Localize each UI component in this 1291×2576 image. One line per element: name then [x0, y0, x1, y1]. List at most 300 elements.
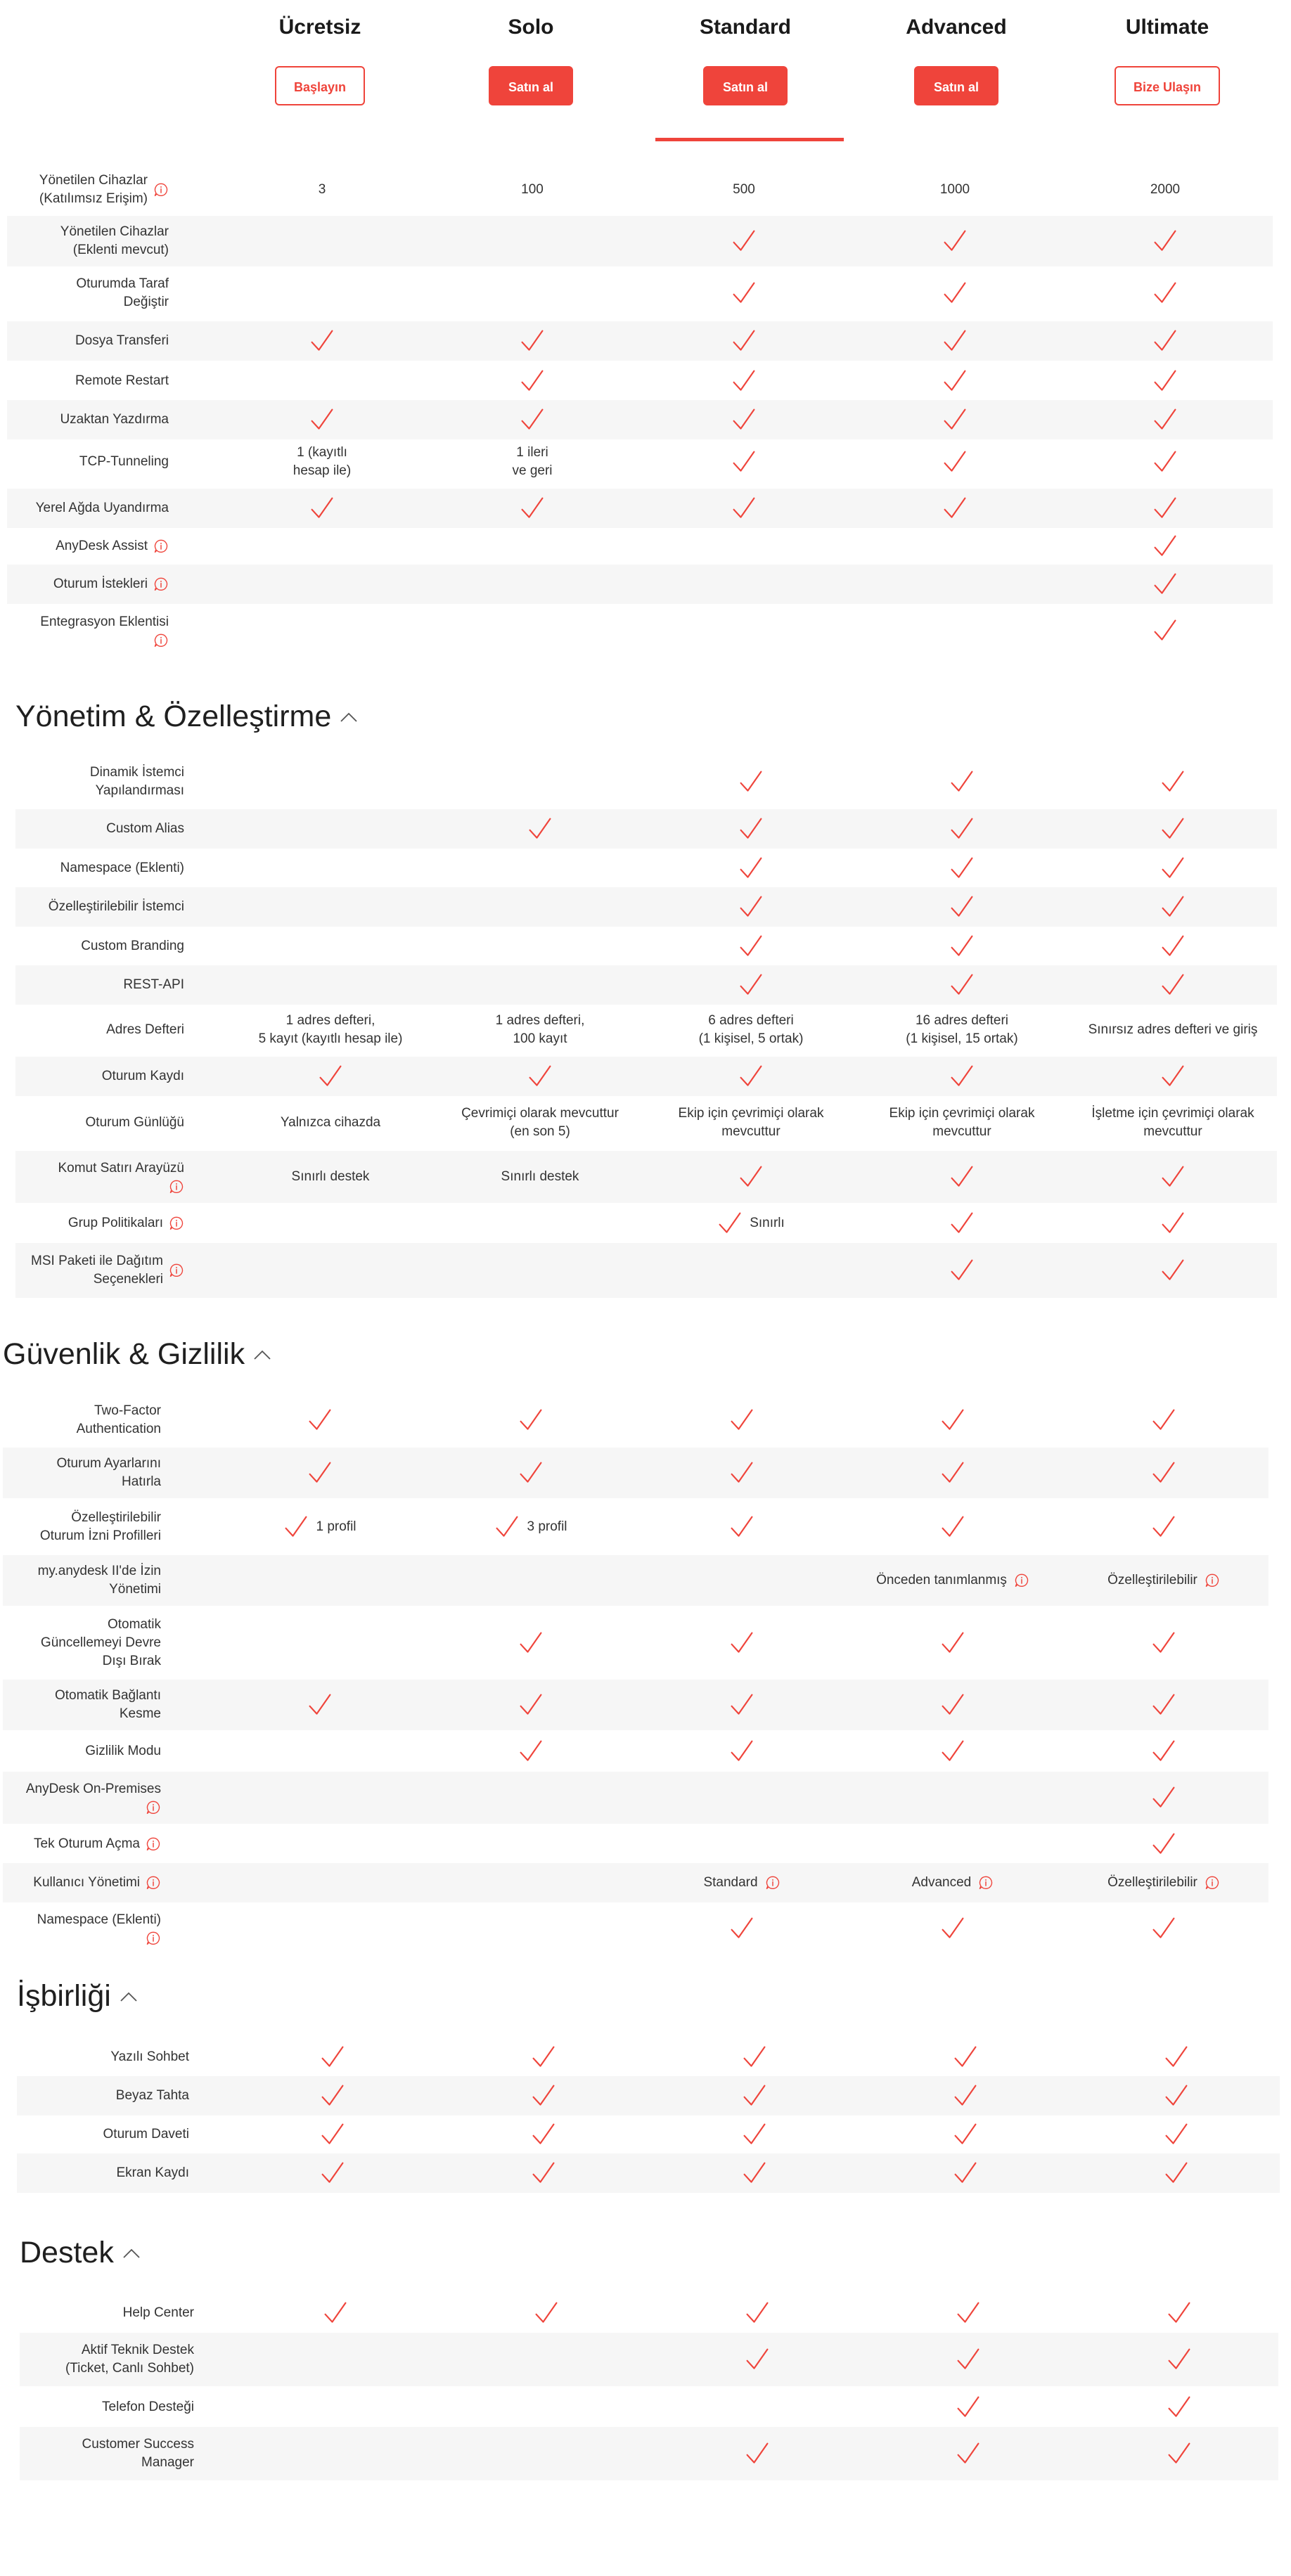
plan-cell: [856, 757, 1067, 806]
check-icon: [956, 2347, 981, 2372]
check-icon: [1167, 2347, 1192, 2372]
feature-label: [7, 268, 169, 318]
cell-text-line: Ekip için çevrimiçi olarak: [889, 1106, 1035, 1121]
feature-label: [15, 927, 184, 966]
feature-label: [7, 565, 169, 604]
check-icon: [729, 1916, 754, 1941]
check-icon: [949, 1064, 975, 1089]
check-icon: [745, 2441, 770, 2466]
info-bubble-icon[interactable]: [765, 1875, 781, 1891]
info-bubble-icon[interactable]: [153, 633, 169, 648]
feature-label-line: Komut Satırı Arayüzü: [58, 1161, 184, 1176]
feature-label-line: Hatırla: [122, 1474, 161, 1489]
chevron-up-icon[interactable]: [252, 1344, 273, 1365]
plan-cell: [646, 809, 856, 849]
feature-label: [20, 2293, 194, 2333]
plan-cell: [860, 2153, 1071, 2193]
plan-cell: [849, 361, 1060, 401]
plan-cell: [214, 1732, 425, 1771]
feature-label: [15, 849, 184, 888]
plan-cell: [847, 1772, 1058, 1824]
check-icon: [1167, 2441, 1192, 2466]
plan-cell: [1067, 927, 1278, 966]
feature-row: [3, 1863, 1268, 1902]
feature-label-text: [60, 859, 184, 877]
check-icon: [494, 1514, 520, 1540]
check-icon: [729, 1408, 754, 1433]
check-icon: [309, 407, 335, 432]
cell-text: [906, 1012, 1017, 1048]
plan-button[interactable]: Satın al: [489, 66, 573, 105]
plan-cell: [847, 1555, 1058, 1606]
check-icon: [531, 2160, 556, 2186]
feature-label-line: Authentication: [76, 1422, 161, 1436]
feature-label: [3, 1732, 161, 1771]
plan-cell: [1058, 1395, 1269, 1445]
feature-label-text: [90, 764, 184, 800]
feature-label: [7, 216, 169, 266]
feature-label-line: Yerel Ağda Uyandırma: [35, 501, 169, 515]
plan-cell: [636, 1680, 847, 1730]
check-icon: [738, 856, 764, 881]
info-bubble-icon[interactable]: [146, 1800, 161, 1815]
plan-cell: [1058, 1555, 1269, 1606]
plan-button[interactable]: Bize Ulaşın: [1115, 66, 1220, 105]
feature-row: [15, 1005, 1277, 1055]
feature-row: [15, 1057, 1277, 1096]
plan-cell: [435, 849, 646, 888]
check-icon: [520, 496, 545, 521]
feature-row: [15, 809, 1277, 849]
plan-cell: [856, 1204, 1067, 1243]
plan-cell: [638, 400, 849, 439]
plan-cell: [638, 216, 849, 266]
check-icon: [956, 2395, 981, 2420]
check-icon: [731, 328, 757, 354]
feature-row: [17, 2076, 1280, 2115]
plan-name: Standard: [699, 15, 792, 39]
plan-cell: [646, 1097, 856, 1149]
plan-cell: [1058, 1609, 1269, 1677]
plan-cell: [441, 2388, 652, 2427]
feature-label-text: [79, 453, 169, 471]
plan-cell: [849, 604, 1060, 657]
section-title[interactable]: [17, 1979, 139, 2014]
check-icon: [1160, 1258, 1186, 1283]
plan-cell: [1058, 1824, 1269, 1864]
plan-cell: [435, 1057, 646, 1096]
check-icon: [518, 1630, 544, 1656]
cell-text: Sınırlı: [750, 1216, 785, 1230]
plan-cell: [1067, 849, 1278, 888]
feature-label-text: [56, 537, 148, 555]
plan-cell: [1060, 489, 1271, 528]
feature-label-line: Oturum İzni Profilleri: [39, 1528, 161, 1543]
plan-cell: [427, 216, 638, 266]
feature-label-line: Oturum Kaydı: [101, 1069, 184, 1083]
feature-label-text: [82, 2435, 194, 2472]
plan-cell: [847, 1448, 1058, 1498]
plan-cell: [649, 2115, 860, 2154]
plan-cell: [435, 887, 646, 927]
plan-cell: [1060, 565, 1271, 604]
feature-label-line: Güncellemeyi Devre: [40, 1635, 161, 1650]
info-bubble-icon[interactable]: [169, 1263, 184, 1278]
plan-cell: [652, 2293, 863, 2333]
cell-text: [521, 181, 544, 199]
check-icon: [942, 449, 968, 475]
cell-text: Özelleştirilebilir: [1107, 1875, 1197, 1890]
plan-cell: [856, 1151, 1067, 1203]
feature-label-text: [36, 499, 169, 517]
check-icon: [738, 816, 764, 842]
chevron-up-icon[interactable]: [121, 2243, 142, 2264]
plan-cell: [646, 965, 856, 1005]
feature-label-text: [85, 1742, 161, 1760]
feature-row: [7, 400, 1273, 439]
feature-label: [15, 757, 184, 806]
feature-row: [7, 268, 1273, 318]
feature-label-line: Entegrasyon Eklentisi: [40, 614, 169, 629]
plan-cell: [638, 527, 849, 566]
info-bubble-icon[interactable]: [978, 1875, 994, 1891]
feature-label-line: Yönetilen Cihazlar: [60, 224, 169, 239]
plan-cell: [636, 1902, 847, 1954]
feature-row: [7, 565, 1273, 604]
info-bubble-icon[interactable]: [146, 1931, 161, 1946]
plan-cell: [1060, 321, 1271, 361]
feature-row: [15, 849, 1277, 888]
feature-label: [7, 361, 169, 401]
plan-cell: [636, 1863, 847, 1902]
plan-cell: [1067, 1057, 1278, 1096]
plan-cell: [1060, 268, 1271, 318]
feature-label: [7, 527, 169, 566]
plan-cell: [863, 2388, 1074, 2427]
plan-cell: [214, 1902, 425, 1954]
feature-label-text: [123, 2304, 194, 2322]
feature-label-line: Seçenekleri: [93, 1272, 163, 1287]
check-icon: [949, 816, 975, 842]
cell-text: [501, 1168, 579, 1186]
info-bubble-icon[interactable]: [146, 1836, 161, 1852]
check-icon: [1151, 1916, 1176, 1941]
plan-cell: [863, 2333, 1074, 2386]
feature-label-text: [26, 1780, 161, 1798]
feature-row: [3, 1680, 1268, 1730]
check-icon: [940, 1739, 965, 1764]
check-icon: [283, 1514, 309, 1540]
plan-cell: [646, 887, 856, 927]
plan-cell: [435, 1005, 646, 1055]
plan-cell: [427, 400, 638, 439]
plan-cell: [849, 216, 1060, 266]
feature-label-text: [55, 1687, 161, 1723]
feature-label-text: [65, 2341, 194, 2378]
check-icon: [534, 2300, 559, 2326]
feature-label-line: Oturum İstekleri: [53, 577, 148, 591]
check-icon: [742, 2083, 767, 2108]
feature-row: [7, 437, 1273, 487]
plan-cell: [1067, 887, 1278, 927]
plan-cell: [652, 2388, 863, 2427]
feature-row: [3, 1732, 1268, 1771]
feature-label-line: Yönetilen Cihazlar: [39, 173, 148, 188]
plan-cell: [217, 489, 428, 528]
feature-row: [3, 1448, 1268, 1498]
feature-row: [7, 216, 1273, 266]
chevron-up-icon[interactable]: [338, 707, 359, 728]
feature-label-text: [58, 1159, 184, 1178]
feature-label: [15, 965, 184, 1005]
info-bubble-icon[interactable]: [1014, 1573, 1029, 1588]
feature-label-line: (Katılımsız Erişim): [39, 191, 148, 206]
feature-label: [15, 1204, 184, 1243]
plan-cell: [441, 2293, 652, 2333]
plan-cell: [1071, 2076, 1282, 2115]
info-bubble-icon[interactable]: [1205, 1573, 1220, 1588]
plan-cell: [863, 2293, 1074, 2333]
plan-name: Ücretsiz: [278, 15, 361, 39]
check-icon: [738, 769, 764, 794]
plan-cell: [847, 1395, 1058, 1445]
plan-cell: [1060, 527, 1271, 566]
plan-cell: [636, 1824, 847, 1864]
check-icon: [1152, 368, 1178, 394]
cell-text-line: mevcuttur: [721, 1124, 781, 1139]
plan-button[interactable]: Satın al: [703, 66, 788, 105]
plan-cell: [1067, 965, 1278, 1005]
feature-row: [7, 165, 1273, 214]
plan-cell: [860, 2037, 1071, 2077]
plan-cell: [227, 2115, 438, 2154]
plan-cell: [227, 2153, 438, 2193]
check-icon: [1160, 1064, 1186, 1089]
feature-label-line: Adres Defteri: [106, 1022, 184, 1037]
plan-cell: [636, 1395, 847, 1445]
feature-label-text: [49, 898, 184, 916]
check-icon: [942, 368, 968, 394]
cell-text: [293, 444, 351, 480]
feature-row: [15, 1204, 1277, 1243]
feature-label: [3, 1395, 161, 1445]
section-title[interactable]: [20, 2236, 142, 2270]
feature-label: [20, 2427, 194, 2480]
plan-cell: [217, 400, 428, 439]
check-icon: [731, 281, 757, 306]
plan-cell: [847, 1863, 1058, 1902]
check-icon: [527, 816, 553, 842]
cell-text-line: 100: [521, 182, 544, 197]
feature-label-line: Manager: [141, 2455, 194, 2470]
feature-label-text: [38, 1562, 161, 1599]
check-icon: [1152, 496, 1178, 521]
feature-label-line: (Eklenti mevcut): [72, 243, 169, 257]
check-icon: [738, 1064, 764, 1089]
feature-label-text: [116, 2087, 189, 2105]
plan-cell: [847, 1732, 1058, 1771]
feature-label-line: Oturum Daveti: [103, 2127, 189, 2142]
feature-row: [15, 1151, 1277, 1203]
feature-label-text: [123, 976, 184, 994]
plan-cell: [1058, 1680, 1269, 1730]
section-title[interactable]: [15, 700, 359, 734]
plan-cell: [646, 1243, 856, 1298]
feature-label: [7, 437, 169, 487]
plan-button[interactable]: Başlayın: [275, 66, 365, 105]
plan-cell: [438, 2115, 649, 2154]
plan-cell: [427, 437, 638, 487]
check-icon: [942, 328, 968, 354]
feature-label-line: Oturum Ayarlarını: [56, 1456, 161, 1471]
check-icon: [1164, 2122, 1189, 2147]
feature-label-text: [75, 372, 169, 390]
plan-cell: [214, 1395, 425, 1445]
check-icon: [745, 2347, 770, 2372]
cell-text-line: (1 kişisel, 5 ortak): [698, 1031, 804, 1046]
feature-label: [20, 2388, 194, 2427]
info-bubble-icon[interactable]: [153, 539, 169, 554]
info-bubble-icon[interactable]: [146, 1875, 161, 1891]
plan-cell: [217, 437, 428, 487]
feature-label-line: Kullanıcı Yönetimi: [33, 1875, 140, 1890]
check-icon: [1160, 1164, 1186, 1190]
check-icon: [1160, 816, 1186, 842]
check-icon: [518, 1739, 544, 1764]
check-icon: [940, 1630, 965, 1656]
plan-cell: [856, 809, 1067, 849]
check-icon: [956, 2300, 981, 2326]
info-bubble-icon[interactable]: [169, 1179, 184, 1194]
check-icon: [1167, 2395, 1192, 2420]
check-icon: [745, 2300, 770, 2326]
check-icon: [531, 2122, 556, 2147]
check-icon: [520, 328, 545, 354]
plan-name: Solo: [508, 15, 554, 39]
feature-label: [7, 400, 169, 439]
plan-cell: [1067, 809, 1278, 849]
info-bubble-icon[interactable]: [153, 182, 169, 198]
check-icon: [1151, 1630, 1176, 1656]
feature-label: [15, 887, 184, 927]
plan-cell: [1074, 2293, 1285, 2333]
cell-text-line: 6 adres defteri: [708, 1013, 794, 1028]
plan-cell: [652, 2427, 863, 2480]
cell-text-line: ve geri: [512, 463, 553, 478]
feature-label-text: [41, 1616, 161, 1670]
check-icon: [1151, 1692, 1176, 1718]
feature-row: [3, 1395, 1268, 1445]
section-title[interactable]: [3, 1337, 273, 1372]
plan-cell: [425, 1824, 636, 1864]
feature-label-line: Otomatik: [107, 1617, 161, 1632]
check-icon: [953, 2083, 978, 2108]
plan-cell: [225, 849, 436, 888]
feature-label-line: Tek Oturum Açma: [34, 1836, 140, 1851]
feature-row: [15, 887, 1277, 927]
plan-cell: [435, 965, 646, 1005]
feature-label-line: Yönetimi: [109, 1582, 161, 1597]
plan-cell: [1058, 1772, 1269, 1824]
plan-cell: [225, 1005, 436, 1055]
feature-row: [3, 1902, 1268, 1954]
feature-label-line: Oturumda Taraf: [76, 276, 169, 291]
plan-cell: [847, 1824, 1058, 1864]
plan-cell: [638, 604, 849, 657]
feature-label-text: [39, 172, 148, 208]
cell-text-line: mevcuttur: [932, 1124, 991, 1139]
feature-label-line: Özelleştirilebilir İstemci: [48, 899, 184, 914]
feature-label-text: [76, 275, 169, 311]
plan-cell: [225, 965, 436, 1005]
plan-cell: [856, 1243, 1067, 1298]
chevron-up-icon[interactable]: [118, 1986, 139, 2007]
plan-cell: [849, 527, 1060, 566]
cell-text-line: Sınırlı destek: [291, 1169, 370, 1184]
check-icon: [320, 2044, 345, 2070]
plan-cell: [217, 565, 428, 604]
feature-label-text: [40, 1509, 161, 1545]
check-icon: [1151, 1514, 1176, 1540]
check-icon: [729, 1630, 754, 1656]
feature-label-line: Telefon Desteği: [102, 2400, 194, 2414]
feature-label-line: Yazılı Sohbet: [110, 2049, 189, 2064]
plan-cell: [646, 1151, 856, 1203]
feature-label-line: AnyDesk On-Premises: [25, 1782, 161, 1796]
check-icon: [320, 2083, 345, 2108]
plan-cell: [435, 1243, 646, 1298]
plan-cell: [856, 927, 1067, 966]
cell-text: 1 profil: [316, 1519, 357, 1534]
feature-label: [17, 2076, 189, 2115]
feature-label: [3, 1448, 161, 1498]
section-title-text: Yönetim & Özelleştirme: [15, 700, 332, 733]
cell-text: [319, 181, 326, 199]
feature-row: [7, 361, 1273, 401]
plan-button[interactable]: Satın al: [914, 66, 998, 105]
check-icon: [1151, 1460, 1176, 1486]
check-icon: [940, 1514, 965, 1540]
check-icon: [731, 449, 757, 475]
feature-label-line: Custom Alias: [106, 821, 184, 836]
plan-cell: [230, 2333, 441, 2386]
check-icon: [738, 972, 764, 998]
check-icon: [1167, 2300, 1192, 2326]
plan-cell: [1071, 2037, 1282, 2077]
plan-cell: [425, 1448, 636, 1498]
cell-text-line: Sınırlı destek: [501, 1169, 579, 1184]
plan-cell: [636, 1448, 847, 1498]
plan-cell: [856, 965, 1067, 1005]
info-bubble-icon[interactable]: [153, 577, 169, 592]
feature-label-line: Otomatik Bağlantı: [54, 1688, 161, 1703]
cell-text: [1150, 181, 1180, 199]
plan-cell: [849, 165, 1060, 214]
plan-cell: [856, 1057, 1067, 1096]
plan-cell: [225, 809, 436, 849]
feature-label: [3, 1555, 161, 1606]
feature-row: [3, 1501, 1268, 1553]
info-bubble-icon[interactable]: [169, 1216, 184, 1231]
selected-plan-indicator: [655, 138, 844, 141]
info-bubble-icon[interactable]: [1205, 1875, 1220, 1891]
check-icon: [531, 2044, 556, 2070]
plan-cell: [427, 527, 638, 566]
plan-cell: [435, 927, 646, 966]
feature-label-text: [53, 575, 148, 593]
cell-text-line: Sınırsız adres defteri ve giriş: [1088, 1022, 1258, 1037]
plan-cell: [217, 216, 428, 266]
